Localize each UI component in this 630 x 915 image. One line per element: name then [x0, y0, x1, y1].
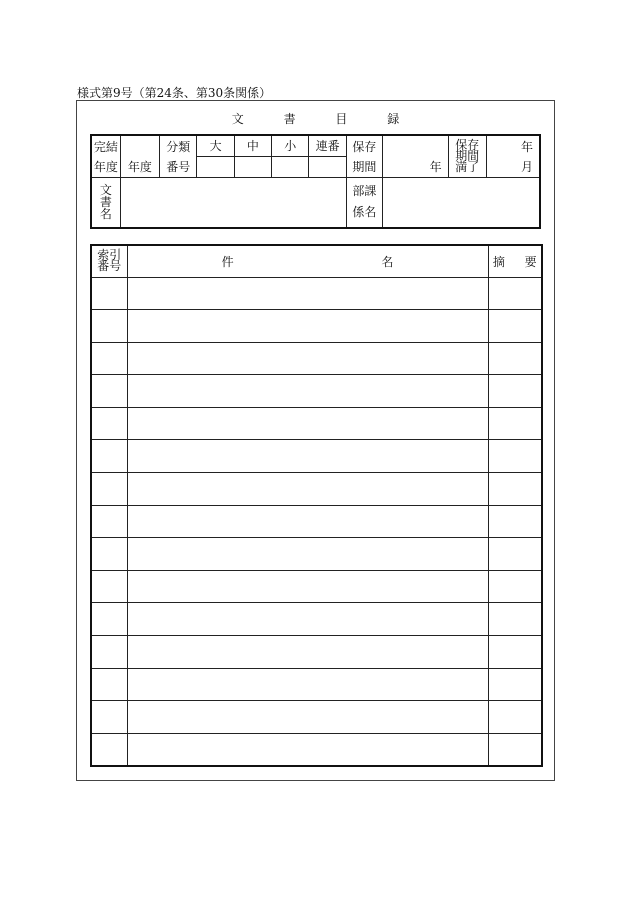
table-row: [91, 636, 542, 669]
title-char: 書: [283, 112, 296, 126]
index-number-cell[interactable]: [91, 570, 127, 603]
item-list-table: [90, 244, 543, 767]
header-item-name: 件 名: [127, 245, 488, 277]
renban-value-cell[interactable]: [309, 156, 346, 177]
label-bukaku-kakarimei: 部課 係名: [346, 177, 382, 228]
remarks-cell[interactable]: [488, 310, 542, 343]
index-number-cell[interactable]: [91, 375, 127, 408]
label-kanketsu: 完結: [91, 135, 120, 156]
label-kikan: 期間: [346, 156, 382, 177]
label-bunshomei: 文 書 名: [91, 177, 120, 228]
header-index-number: 索引 番号: [91, 245, 127, 277]
item-name-cell[interactable]: [127, 603, 488, 636]
manryo-month[interactable]: 月: [486, 156, 540, 177]
hozon-kikan-value-cell[interactable]: [383, 135, 449, 156]
index-number-cell[interactable]: [91, 538, 127, 571]
hozon-kikan-unit: 年: [383, 156, 449, 177]
item-name-cell[interactable]: [127, 440, 488, 473]
form-caption: 様式第9号（第24条、第30条関係）: [77, 86, 272, 100]
item-name-cell[interactable]: [127, 570, 488, 603]
item-name-cell[interactable]: [127, 473, 488, 506]
remarks-cell[interactable]: [488, 342, 542, 375]
label-hozon: 保存: [346, 135, 382, 156]
manryo-year[interactable]: 年: [486, 135, 540, 156]
title-char: 録: [387, 112, 400, 126]
label-dai: 大: [197, 135, 234, 156]
item-name-cell[interactable]: [127, 375, 488, 408]
remarks-cell[interactable]: [488, 603, 542, 636]
item-name-cell[interactable]: [127, 407, 488, 440]
item-name-cell[interactable]: [127, 733, 488, 766]
table-row: [91, 701, 542, 734]
remarks-cell[interactable]: [488, 277, 542, 310]
table-row: [91, 505, 542, 538]
bukaku-value-cell[interactable]: [383, 177, 540, 228]
table-row: [91, 342, 542, 375]
form-title: [77, 110, 554, 127]
label-chu: 中: [234, 135, 271, 156]
title-char: 目: [335, 112, 348, 126]
index-number-cell[interactable]: [91, 310, 127, 343]
table-row: [91, 440, 542, 473]
index-number-cell[interactable]: [91, 277, 127, 310]
item-name-cell[interactable]: [127, 668, 488, 701]
item-name-cell[interactable]: [127, 538, 488, 571]
table-row: [91, 538, 542, 571]
label-hozon-kikan-manryo: 保存 期間 満了: [448, 135, 486, 177]
label-renban: 連番: [309, 135, 346, 156]
form-frame: [76, 100, 555, 781]
table-row: [91, 570, 542, 603]
index-number-cell[interactable]: [91, 342, 127, 375]
remarks-cell[interactable]: [488, 407, 542, 440]
sho-value-cell[interactable]: [272, 156, 309, 177]
table-row: [91, 310, 542, 343]
chu-value-cell[interactable]: [234, 156, 271, 177]
table-row: [91, 603, 542, 636]
bunshomei-value-cell[interactable]: [120, 177, 346, 228]
item-name-cell[interactable]: [127, 701, 488, 734]
nendo-unit: 年度: [120, 156, 159, 177]
index-number-cell[interactable]: [91, 505, 127, 538]
index-number-cell[interactable]: [91, 636, 127, 669]
document-info-table: [90, 134, 541, 229]
remarks-cell[interactable]: [488, 440, 542, 473]
index-number-cell[interactable]: [91, 603, 127, 636]
list-header-row: [91, 245, 542, 277]
index-number-cell[interactable]: [91, 407, 127, 440]
nendo-value-cell[interactable]: [120, 135, 159, 156]
title-char: 文: [231, 112, 244, 126]
remarks-cell[interactable]: [488, 538, 542, 571]
remarks-cell[interactable]: [488, 733, 542, 766]
label-bangou: 番号: [160, 156, 197, 177]
item-name-cell[interactable]: [127, 342, 488, 375]
table-row: [91, 407, 542, 440]
header-remarks: 摘 要: [488, 245, 542, 277]
index-number-cell[interactable]: [91, 668, 127, 701]
item-name-cell[interactable]: [127, 277, 488, 310]
index-number-cell[interactable]: [91, 733, 127, 766]
table-row: [91, 277, 542, 310]
label-nendo: 年度: [91, 156, 120, 177]
remarks-cell[interactable]: [488, 505, 542, 538]
remarks-cell[interactable]: [488, 636, 542, 669]
index-number-cell[interactable]: [91, 473, 127, 506]
dai-value-cell[interactable]: [197, 156, 234, 177]
item-name-cell[interactable]: [127, 636, 488, 669]
remarks-cell[interactable]: [488, 570, 542, 603]
table-row: [91, 375, 542, 408]
remarks-cell[interactable]: [488, 375, 542, 408]
item-name-cell[interactable]: [127, 310, 488, 343]
item-name-cell[interactable]: [127, 505, 488, 538]
label-sho: 小: [272, 135, 309, 156]
remarks-cell[interactable]: [488, 668, 542, 701]
table-row: [91, 733, 542, 766]
remarks-cell[interactable]: [488, 701, 542, 734]
index-number-cell[interactable]: [91, 701, 127, 734]
table-row: [91, 668, 542, 701]
index-number-cell[interactable]: [91, 440, 127, 473]
table-row: [91, 473, 542, 506]
remarks-cell[interactable]: [488, 473, 542, 506]
label-bunrui: 分類: [160, 135, 197, 156]
